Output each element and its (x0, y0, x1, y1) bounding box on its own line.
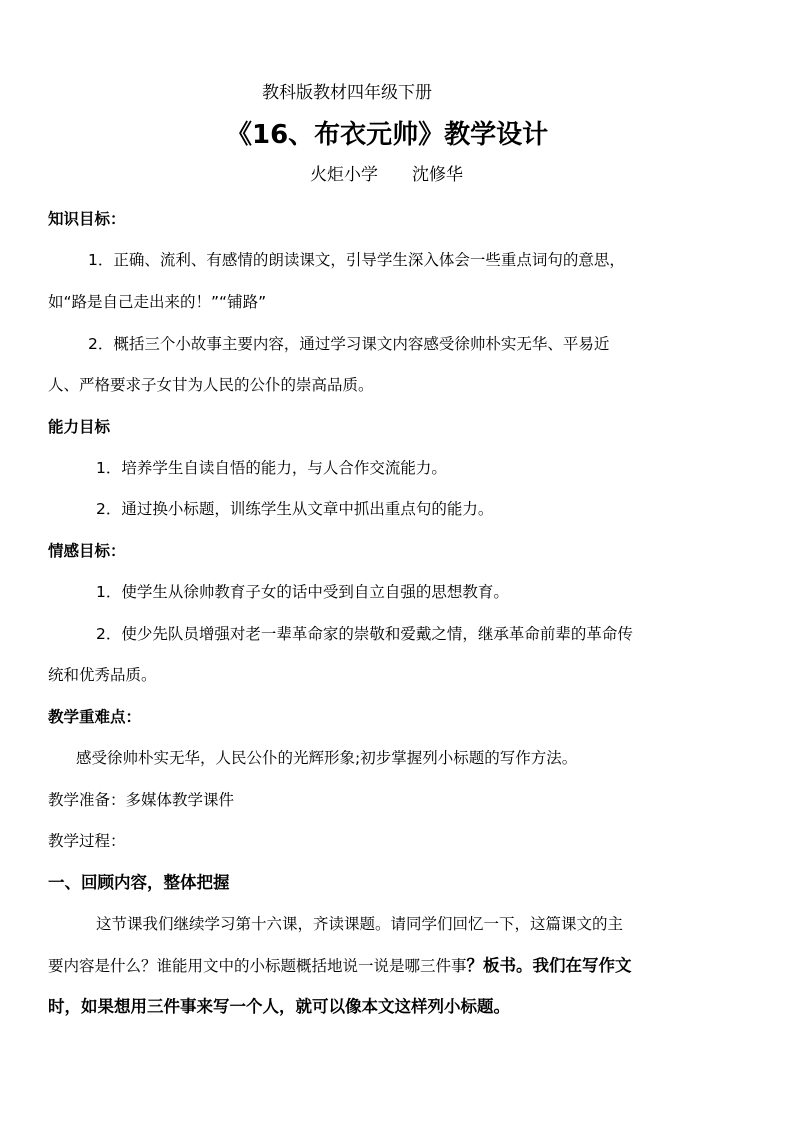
document-author: 火炬小学 沈修华 (310, 165, 463, 185)
heading-emotion-goals: 情感目标： (48, 542, 126, 560)
document-title: 《16、布衣元帅》教学设计 (226, 120, 549, 150)
part-1-line-2-normal: 要内容是什么？谁能用文中的小标题概括地说一说是哪三件事 (48, 957, 467, 975)
emotion-item-2-line-2: 统和优秀品质。 (48, 666, 157, 684)
teaching-preparation: 教学准备：多媒体教学课件 (48, 791, 235, 809)
emotion-item-2-line-1: 2．使少先队员增强对老一辈革命家的崇敬和爱戴之情，继承革命前辈的革命传 (96, 625, 633, 643)
ability-item-1: 1．培养学生自读自悟的能力，与人合作交流能力。 (96, 459, 447, 477)
heading-part-1: 一、回顾内容，整体把握 (48, 873, 230, 892)
part-1-line-2 (48, 955, 632, 977)
heading-knowledge-goals: 知识目标： (48, 210, 126, 228)
part-1-line-2-bold: ？板书。我们在写作文 (466, 956, 632, 975)
ability-item-2: 2．通过换小标题，训练学生从文章中抓出重点句的能力。 (96, 500, 494, 518)
knowledge-item-1-line-2: 如“路是自己走出来的！”“铺路” (48, 293, 267, 311)
knowledge-item-1-line-1: 1．正确、流利、有感情的朗读课文，引导学生深入体会一些重点词句的意思， (88, 251, 625, 269)
teaching-process: 教学过程： (48, 832, 126, 850)
part-1-line-1: 这节课我们继续学习第十六课，齐读课题。请同学们回忆一下，这篇课文的主 (96, 915, 624, 933)
heading-key-points: 教学重难点： (48, 708, 142, 726)
key-points-text: 感受徐帅朴实无华，人民公仆的光辉形象;初步掌握列小标题的写作方法。 (76, 749, 578, 767)
heading-ability-goals: 能力目标 (48, 418, 111, 436)
knowledge-item-2-line-2: 人、严格要求子女甘为人民的公仆的崇高品质。 (48, 376, 374, 394)
part-1-line-3: 时，如果想用三件事来写一个人，就可以像本文这样列小标题。 (48, 997, 510, 1016)
knowledge-item-2-line-1: 2．概括三个小故事主要内容，通过学习课文内容感受徐帅朴实无华、平易近 (88, 335, 610, 353)
emotion-item-1: 1．使学生从徐帅教育子女的话中受到自立自强的思想教育。 (96, 583, 509, 601)
document-series: 教科版教材四年级下册 (262, 83, 432, 103)
